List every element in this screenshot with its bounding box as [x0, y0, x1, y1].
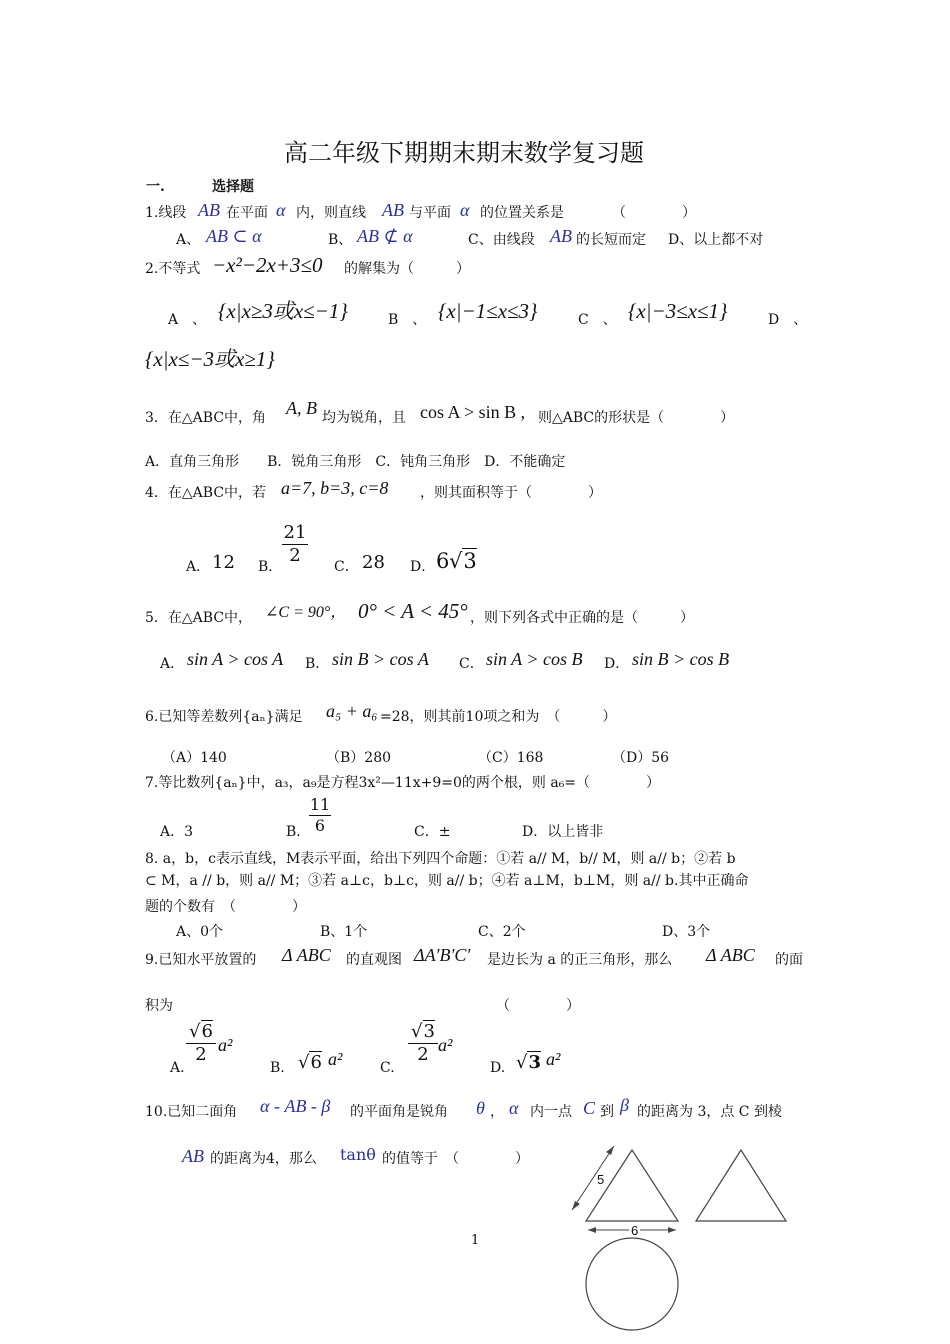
q7-option-b-label: B．: [286, 824, 311, 840]
dimension-arrow: [572, 1201, 580, 1210]
q8-option-b: B、1个: [320, 924, 368, 940]
q2-option-b: {x|−1≤x≤3}: [438, 299, 538, 323]
q6-option-d: （D）56: [612, 750, 670, 766]
q10-stem-4: 到: [600, 1104, 614, 1120]
q10-theta: θ: [476, 1098, 485, 1118]
q2-option-d-label: D 、: [768, 312, 808, 328]
page-title: 高二年级下期期末期末数学复习题: [284, 139, 644, 167]
q8-option-c: C、2个: [478, 924, 526, 940]
dimension-arrow: [668, 1227, 676, 1233]
q2-option-b-label: B 、: [388, 312, 427, 328]
q9-option-b-radical: √6: [298, 1052, 322, 1073]
q4-option-c-label: C．: [334, 559, 359, 575]
q1-option-c-ab: AB: [550, 226, 572, 246]
q6-option-b: （B）280: [326, 750, 392, 766]
q1-option-d: D、以上都不对: [668, 232, 764, 248]
q3-stem: 3．在△ABC中，角: [145, 410, 267, 426]
q9-option-a-var: a²: [218, 1035, 233, 1055]
q4-stem-post: ，则其面积等于（ ）: [420, 485, 602, 501]
q9-triangle: Δ ABC: [282, 945, 331, 965]
q10-stem-7: 的值等于 （ ）: [382, 1151, 529, 1167]
q1-option-a: AB ⊂ α: [206, 226, 262, 246]
q1-answer-paren: （ ）: [612, 205, 696, 221]
q3-options: A．直角三角形 B．锐角三角形 C．钝角三角形 D．不能确定: [145, 454, 566, 470]
q2-stem: 2.不等式: [145, 261, 201, 277]
q5-option-d-label: D．: [604, 656, 630, 672]
q10-stem-6: 的距离为4，那么: [210, 1151, 317, 1167]
q3-condition: cos A > sin B ,: [420, 402, 526, 422]
q4-option-d-coef: 6: [436, 549, 450, 573]
q4-option-d-radical: √3: [449, 549, 477, 573]
q4-option-a-label: A．: [186, 559, 211, 575]
q9-stem-end: 的面: [775, 952, 803, 968]
q1-ab: AB: [198, 200, 220, 220]
q9-option-c-label: C.: [380, 1060, 395, 1076]
q1-alpha: α: [276, 200, 286, 220]
dimension-arrow: [606, 1146, 614, 1155]
q5-range: 0° < A < 45°: [358, 599, 468, 623]
q10-stem-2: ，: [490, 1104, 504, 1120]
q5-option-b-label: B．: [305, 656, 330, 672]
q9-option-c-numerator: √3: [411, 1021, 435, 1042]
q10-point-c: C: [583, 1098, 596, 1118]
q7-option-a: A．3: [160, 824, 194, 840]
q9-option-a-denominator: 2: [195, 1044, 207, 1065]
q9-option-c-var: a²: [438, 1035, 453, 1055]
q8-option-d: D、3个: [662, 924, 711, 940]
q5-option-a: sin A > cos A: [187, 649, 284, 669]
q1-alpha-2: α: [460, 200, 470, 220]
q1-option-c-post: 的长短而定: [576, 232, 646, 248]
q9-triangle-2: Δ ABC: [706, 945, 755, 965]
q2-option-c: {x|−3≤x≤1}: [628, 299, 728, 323]
q8-line-2: ⊂ M，a // b，则 a// M；③若 a⊥c，b⊥c，则 a// b；④若 a⊥M，b⊥M，则 a// b.其中正确命: [145, 873, 749, 889]
q4-stem: 4．在△ABC中，若: [145, 485, 267, 501]
q5-option-c-label: C．: [459, 656, 484, 672]
q10-tan-theta: tanθ: [340, 1145, 376, 1164]
q9-answer-paren: （ ）: [496, 998, 580, 1014]
q6-option-c: （C）168: [478, 750, 544, 766]
q9-option-b-var: a²: [328, 1049, 343, 1069]
q1-ab-2: AB: [382, 200, 404, 220]
q7-option-b-numerator: 11: [309, 795, 331, 814]
q2-option-a-label: A 、: [168, 312, 207, 328]
q3-stem-post: 则△ABC的形状是（ ）: [538, 410, 735, 426]
q7-option-b-denominator: 6: [314, 816, 326, 835]
q9-stem-post: 是边长为 a 的正三角形，那么: [487, 952, 673, 968]
q2-inequality: −x²−2x+3≤0: [212, 253, 323, 277]
q4-option-a: 12: [212, 552, 235, 573]
q8-line-3: 题的个数有 （ ）: [145, 899, 306, 915]
q10-stem-5: 的距离为 3，点 C 到棱: [637, 1104, 782, 1120]
q9-option-d-radical: √3: [516, 1052, 542, 1073]
q5-stem: 5．在△ABC中，: [145, 610, 253, 626]
q5-option-a-label: A．: [160, 656, 185, 672]
q5-angle-c: ∠C = 90°，: [265, 604, 347, 621]
q6-stem: 6.已知等差数列{aₙ}满足: [145, 709, 303, 725]
q9-option-b-label: B.: [270, 1060, 285, 1076]
q6-expression: a₅ + a₆: [326, 701, 378, 721]
q1-stem-3: 内，则直线: [296, 205, 366, 221]
q9-option-a-numerator: √6: [189, 1021, 213, 1042]
q3-stem-mid: 均为锐角，且: [322, 410, 406, 426]
q7-option-c: C．±: [414, 824, 451, 840]
q10-stem-1: 的平面角是锐角: [350, 1104, 448, 1120]
q10-beta: β: [620, 1095, 629, 1115]
q8-line-1: 8. a，b，c表示直线，M表示平面，给出下列四个命题：①若 a// M，b// M，则 a// b；②若 b: [145, 851, 736, 867]
q4-option-d-label: D．: [410, 559, 436, 575]
side-view-triangle: [696, 1150, 786, 1221]
q9-option-a-radicand: 6: [201, 1021, 213, 1042]
q9-stem: 9.已知水平放置的: [145, 952, 257, 968]
q1-option-c-pre: C、由线段: [468, 232, 535, 248]
side-dimension-label: 5: [597, 1172, 605, 1187]
q10-stem: 10.已知二面角: [145, 1104, 238, 1120]
page-number: 1: [471, 1233, 480, 1248]
section-label: 选择题: [212, 179, 254, 195]
q1-stem-5: 的位置关系是: [480, 205, 564, 221]
q9-option-d-label: D.: [490, 1060, 506, 1076]
q5-stem-post: ，则下列各式中正确的是（ ）: [470, 610, 694, 626]
q1-option-b: AB ⊄ α: [357, 226, 413, 246]
q5-option-c: sin A > cos B: [486, 649, 583, 669]
q1-option-b-label: B、: [328, 232, 353, 248]
q2-stem-post: 的解集为（ ）: [344, 261, 470, 277]
base-dimension-label: 6: [631, 1223, 639, 1238]
q6-stem-post: =28，则其前10项之和为 （ ）: [380, 709, 617, 725]
q1-stem-4: 与平面: [409, 205, 451, 221]
q7-option-d: D．以上皆非: [522, 824, 604, 840]
q4-option-b-label: B．: [258, 559, 283, 575]
q7-stem: 7.等比数列{aₙ}中，a₃，a₉是方程3x²—11x+9=0的两个根，则 a₆=（ ）: [145, 775, 661, 791]
side-dimension-line: [572, 1146, 614, 1210]
q9-option-a-label: A.: [170, 1060, 185, 1076]
q10-dihedral: α - AB - β: [260, 1096, 331, 1116]
q10-ab: AB: [182, 1146, 204, 1166]
q1-stem-2: 在平面: [226, 205, 268, 221]
q10-alpha: α: [509, 1098, 519, 1118]
q9-option-c-radicand: 3: [423, 1021, 435, 1042]
q4-option-b-denominator: 2: [289, 545, 301, 566]
q9-line-2: 积为: [145, 998, 173, 1014]
q4-option-b-numerator: 21: [283, 522, 307, 543]
q5-option-d: sin B > cos B: [632, 649, 730, 669]
q1-option-a-label: A、: [176, 232, 201, 248]
q9-option-c-denominator: 2: [417, 1044, 429, 1065]
q9-option-d-radicand: 3: [528, 1052, 542, 1073]
section-number: 一.: [146, 179, 165, 195]
q2-option-a: {x|x≥3或x≤−1}: [218, 299, 348, 323]
q6-option-a: （A）140: [162, 750, 227, 766]
q1-stem-1: 1.线段: [145, 205, 187, 221]
q2-option-d: {x|x≤−3或x≥1}: [145, 347, 275, 371]
q2-option-c-label: C 、: [578, 312, 617, 328]
q9-triangle-prime: ΔA′B′C′: [414, 945, 471, 965]
q4-option-c: 28: [362, 552, 385, 573]
q9-option-d-var: a²: [546, 1049, 561, 1069]
q9-stem-mid: 的直观图: [346, 952, 402, 968]
dimension-arrow: [588, 1227, 596, 1233]
top-view-circle: [586, 1238, 678, 1330]
q9-option-b-radicand: 6: [310, 1052, 322, 1073]
q10-stem-3: 内一点: [530, 1104, 572, 1120]
q3-angles: A, B: [286, 398, 317, 418]
q8-option-a: A、0个: [176, 924, 224, 940]
q4-condition: a=7, b=3, c=8: [281, 478, 389, 498]
q5-option-b: sin B > cos A: [332, 649, 429, 669]
q4-option-d-radicand: 3: [463, 549, 477, 573]
